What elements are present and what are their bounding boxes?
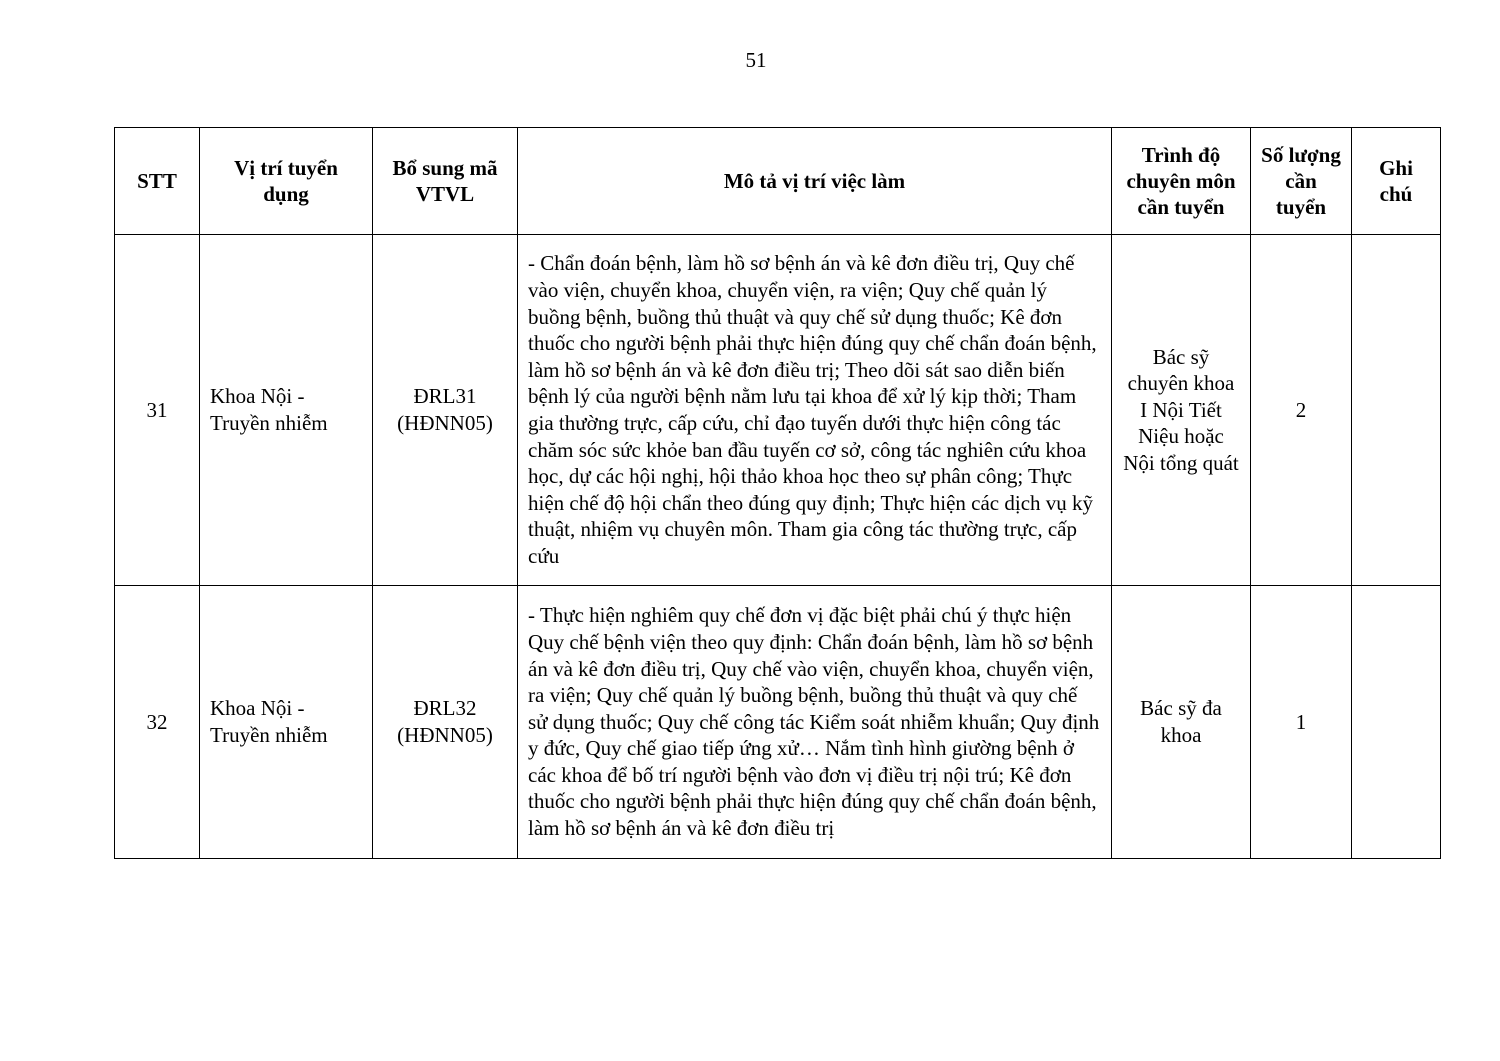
header-qualification: Trình độ chuyên môn cần tuyển xyxy=(1112,128,1251,235)
header-code: Bổ sung mã VTVL xyxy=(373,128,518,235)
cell-description: - Chẩn đoán bệnh, làm hồ sơ bệnh án và kê đơn điều trị, Quy chế vào viện, chuyển khoa, chuyển viện, ra viện; Quy chế quản lý buồng bệnh, buồng thủ thuật và quy chế sử dụng thuốc; Kê đơn thuốc cho người bệnh phải thực hiện đúng quy chế chẩn đoán bệnh, làm hồ sơ bệnh án và kê đơn điều trị; Theo dõi sát sao diễn biến bệnh lý của người bệnh nằm lưu tại khoa để xử lý kịp thời; Tham gia thường trực, cấp cứu, chỉ đạo tuyến dưới thực hiện công tác chăm sóc sức khỏe ban đầu tuyến cơ sở, công tác nghiên cứu khoa học, dự các hội nghị, hội thảo khoa học theo sự phân công; Thực hiện chế độ hội chẩn theo đúng quy định; Thực hiện các dịch vụ kỹ thuật, nhiệm vụ chuyên môn. Tham gia công tác thường trực, cấp cứu xyxy=(518,235,1112,586)
header-quantity: Số lượng cần tuyển xyxy=(1251,128,1352,235)
table-row xyxy=(115,586,1441,859)
cell-quantity: 1 xyxy=(1251,586,1352,859)
recruitment-table xyxy=(114,127,1441,859)
code-line-2: (HĐNN05) xyxy=(397,723,493,747)
cell-qualification: Bác sỹ chuyên khoa I Nội Tiết Niệu hoặc Nội tổng quát xyxy=(1112,235,1251,586)
cell-stt: 31 xyxy=(115,235,200,586)
header-note: Ghi chú xyxy=(1352,128,1441,235)
page-number: 51 xyxy=(745,48,767,72)
cell-description: - Thực hiện nghiêm quy chế đơn vị đặc biệt phải chú ý thực hiện Quy chế bệnh viện theo quy định: Chẩn đoán bệnh, làm hồ sơ bệnh án và kê đơn điều trị, Quy chế vào viện, chuyển khoa, chuyển viện, ra viện; Quy chế quản lý buồng bệnh, buồng thủ thuật và quy chế sử dụng thuốc; Quy chế công tác Kiểm soát nhiễm khuẩn; Quy định y đức, Quy chế giao tiếp ứng xử… Nắm tình hình giường bệnh ở các khoa để bố trí người bệnh vào đơn vị điều trị nội trú; Kê đơn thuốc cho người bệnh phải thực hiện đúng quy chế chẩn đoán bệnh, làm hồ sơ bệnh án và kê đơn điều trị xyxy=(518,586,1112,859)
table-header-row xyxy=(115,128,1441,235)
header-position: Vị trí tuyển dụng xyxy=(200,128,373,235)
cell-quantity: 2 xyxy=(1251,235,1352,586)
code-line-1: ĐRL32 xyxy=(413,696,477,721)
cell-qualification: Bác sỹ đa khoa xyxy=(1112,586,1251,859)
cell-position: Khoa Nội - Truyền nhiễm xyxy=(200,586,373,859)
cell-stt: 32 xyxy=(115,586,200,859)
cell-note xyxy=(1352,586,1441,859)
code-line-1: ĐRL31 xyxy=(413,384,477,409)
cell-code xyxy=(373,586,518,859)
code-line-2: (HĐNN05) xyxy=(397,411,493,435)
table-row xyxy=(115,235,1441,586)
cell-note xyxy=(1352,235,1441,586)
cell-position: Khoa Nội - Truyền nhiễm xyxy=(200,235,373,586)
header-description: Mô tả vị trí việc làm xyxy=(518,128,1112,235)
cell-code xyxy=(373,235,518,586)
header-stt: STT xyxy=(115,128,200,235)
